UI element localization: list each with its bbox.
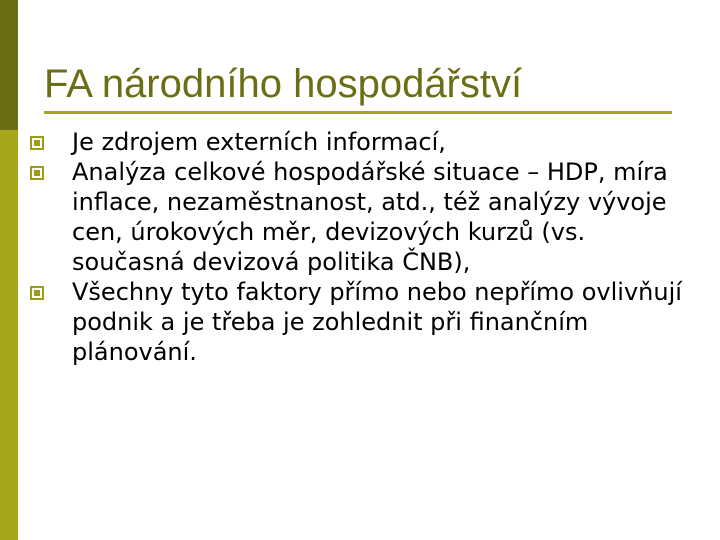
slide-title: FA národního hospodářství (44, 62, 523, 106)
side-bar-dark (0, 0, 18, 130)
square-bullet-icon (30, 166, 44, 180)
bullet-item (30, 127, 710, 157)
bullet-list (30, 127, 710, 367)
side-bar-light (0, 130, 18, 540)
title-underline (44, 111, 672, 114)
bullet-text: Analýza celkové hospodářské situace – HDP, míra inflace, nezaměstnanost, atd., též analýzy vývoje cen, úrokových měr, devizových kurzů (vs. současná devizová politika ČNB), (72, 158, 668, 276)
bullet-text: Je zdrojem externích informací, (72, 128, 446, 156)
square-bullet-icon (30, 286, 44, 300)
square-bullet-icon (30, 136, 44, 150)
bullet-item (30, 277, 710, 367)
bullet-item (30, 157, 710, 277)
bullet-text: Všechny tyto faktory přímo nebo nepřímo ovlivňují podnik a je třeba je zohlednit při finančním plánování. (72, 278, 682, 366)
